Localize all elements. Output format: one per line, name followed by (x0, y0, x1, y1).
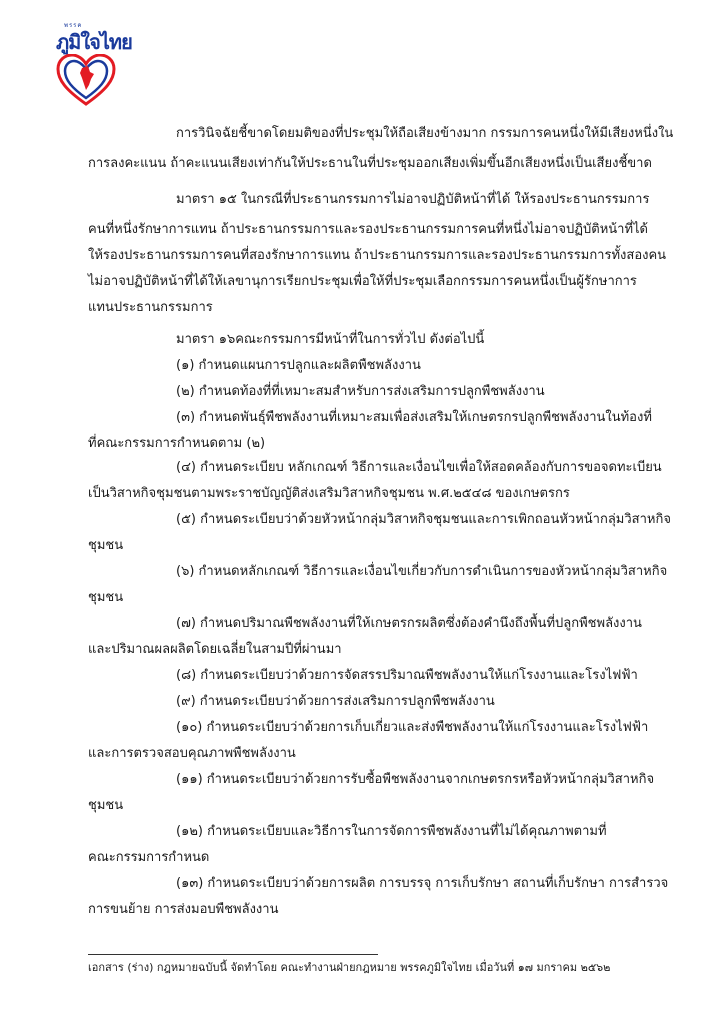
text-line: ให้รองประธานกรรมการคนที่สองรักษาการแทน ถ้าประธานกรรมการและรองประธานกรรมการทั้งสองคน (88, 248, 667, 263)
text-line: คนที่หนึ่งรักษาการแทน ถ้าประธานกรรมการและรองประธานกรรมการคนที่หนึ่งไม่อาจปฏิบัติหน้าที่ได้ (88, 222, 648, 237)
text-line: (๔) กำหนดระเบียบ หลักเกณฑ์ วิธีการและเงื่อนไขเพื่อให้สอดคล้องกับการขอจดทะเบียน (176, 460, 662, 475)
text-line: ชุมชน (88, 538, 124, 553)
text-line: ที่คณะกรรมการกำหนดตาม (๒) (88, 436, 266, 451)
text-line: (๖) กำหนดหลักเกณฑ์ วิธีการและเงื่อนไขเกี่ยวกับการดำเนินการของหัวหน้ากลุ่มวิสาหกิจ (176, 564, 668, 579)
text-line: คณะกรรมการกำหนด (88, 850, 210, 865)
logo-small-text: พรรค (64, 22, 83, 29)
party-logo (50, 18, 130, 118)
text-line: ชุมชน (88, 590, 124, 605)
text-line: (๙) กำหนดระเบียบว่าด้วยการส่งเสริมการปลูกพืชพลังงาน (176, 694, 495, 709)
text-line: ไม่อาจปฏิบัติหน้าที่ได้ให้เลขานุการเรียกประชุมเพื่อให้ที่ประชุมเลือกกรรมการคนหนึ่งเป็นผู้รักษาการ (88, 274, 637, 289)
text-line: แทนประธานกรรมการ (88, 300, 213, 315)
text-line: (๓) กำหนดพันธุ์พืชพลังงานที่เหมาะสมเพื่อส่งเสริมให้เกษตรกรปลูกพืชพลังงานในท้องที่ (176, 410, 652, 425)
text-line: มาตรา ๑๕ ในกรณีที่ประธานกรรมการไม่อาจปฏิบัติหน้าที่ได้ ให้รองประธานกรรมการ (176, 192, 650, 207)
text-line: (๑๐) กำหนดระเบียบว่าด้วยการเก็บเกี่ยวและส่งพืชพลังงานให้แก่โรงงานและโรงไฟฟ้า (176, 720, 649, 735)
text-line: การขนย้าย การส่งมอบพืชพลังงาน (88, 902, 279, 917)
text-line: มาตรา ๑๖คณะกรรมการมีหน้าที่ในการทั่วไป ดังต่อไปนี้ (176, 332, 485, 347)
text-line: (๑๓) กำหนดระเบียบว่าด้วยการผลิต การบรรจุ การเก็บรักษา สถานที่เก็บรักษา การสำรวจ (176, 876, 669, 891)
heart-map-icon (56, 54, 116, 106)
text-line: ชุมชน (88, 798, 124, 813)
text-line: การลงคะแนน ถ้าคะแนนเสียงเท่ากันให้ประธานในที่ประชุมออกเสียงเพิ่มขึ้นอีกเสียงหนึ่งเป็นเสียงชี้ขาด (88, 156, 652, 171)
footnote: เอกสาร (ร่าง) กฎหมายฉบับนี้ จัดทำโดย คณะทำงานฝ่ายกฎหมาย พรรคภูมิใจไทย เมื่อวันที่ ๑๗ มกราคม ๒๕๖๒ (88, 961, 611, 974)
text-line: (๗) กำหนดปริมาณพืชพลังงานที่ให้เกษตรกรผลิตซึ่งต้องคำนึงถึงพื้นที่ปลูกพืชพลังงาน (176, 616, 642, 631)
text-line: (๘) กำหนดระเบียบว่าด้วยการจัดสรรปริมาณพืชพลังงานให้แก่โรงงานและโรงไฟฟ้า (176, 668, 638, 683)
text-line: (๕) กำหนดระเบียบว่าด้วยหัวหน้ากลุ่มวิสาหกิจชุมชนและการเพิกถอนหัวหน้ากลุ่มวิสาหกิจ (176, 512, 671, 527)
text-line: และการตรวจสอบคุณภาพพืชพลังงาน (88, 746, 296, 761)
text-line: เป็นวิสาหกิจชุมชนตามพระราชบัญญัติส่งเสริมวิสาหกิจชุมชน พ.ศ.๒๕๔๘ ของเกษตรกร (88, 486, 570, 501)
text-line: การวินิจฉัยชี้ขาดโดยมติของที่ประชุมให้ถือเสียงข้างมาก กรรมการคนหนึ่งให้มีเสียงหนึ่งใน (176, 126, 674, 141)
text-line: (๒) กำหนดท้องที่ที่เหมาะสมสำหรับการส่งเสริมการปลูกพืชพลังงาน (176, 384, 545, 399)
text-line: (๑) กำหนดแผนการปลูกและผลิตพืชพลังงาน (176, 358, 421, 373)
text-line: และปริมาณผลผลิตโดยเฉลี่ยในสามปีที่ผ่านมา (88, 642, 342, 657)
logo-brand-text: ภูมิใจไทย (56, 30, 132, 54)
text-line: (๑๒) กำหนดระเบียบและวิธีการในการจัดการพืชพลังงานที่ไม่ได้คุณภาพตามที่ (176, 824, 607, 839)
text-line: (๑๑) กำหนดระเบียบว่าด้วยการรับซื้อพืชพลังงานจากเกษตรกรหรือหัวหน้ากลุ่มวิสาหกิจ (176, 772, 655, 787)
footnote-divider (88, 954, 378, 955)
